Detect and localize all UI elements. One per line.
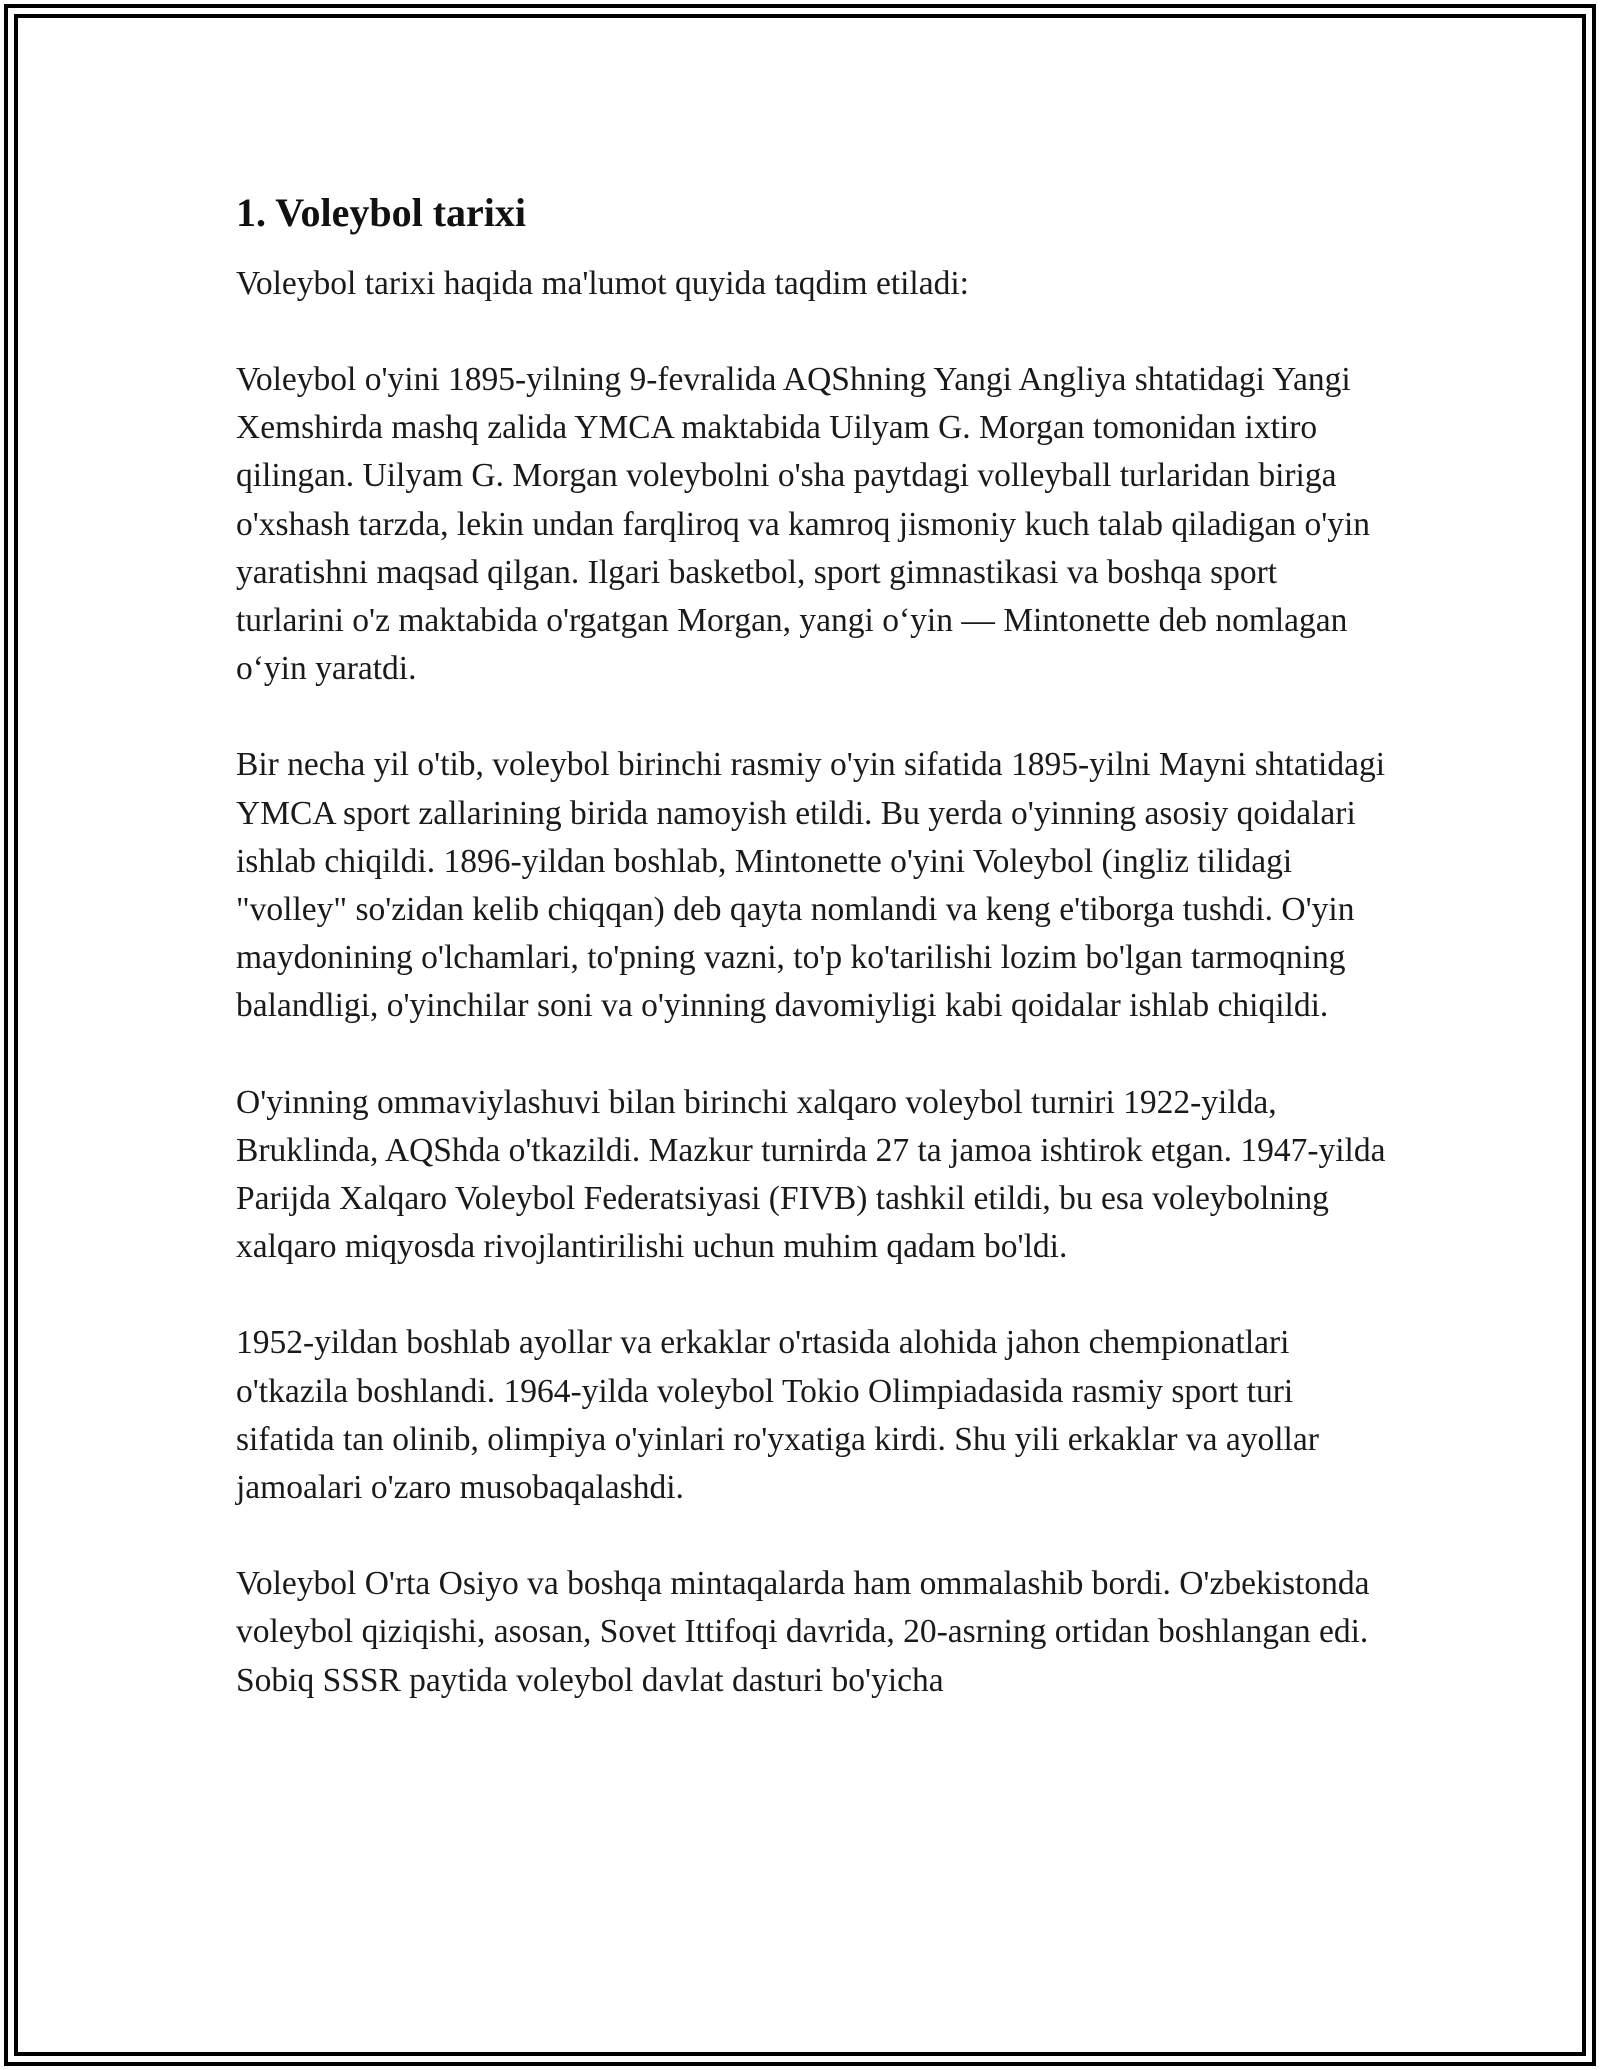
paragraph-olympics: 1952-yildan boshlab ayollar va erkaklar o'rtasida alohida jahon chempionatlari o'tkazila boshlandi. 1964-yilda voleybol Tokio Olimpiadasida rasmiy sport turi sifatida tan olinib, olimpiya o'yinlari ro'yxatiga kirdi. Shu yili erkaklar va ayollar jamoalari o'zaro musobaqalashdi. bbox=[236, 1324, 1319, 1507]
paragraph-central-asia: Voleybol O'rta Osiyo va boshqa mintaqalarda ham ommalashib bordi. O'zbekistonda voleybol qiziqishi, asosan, Sovet Ittifoqi davrida, 20-asrning ortidan boshlangan edi. Sobiq SSSR paytida voleybol davlat dasturi bo'yicha bbox=[236, 1565, 1370, 1699]
paragraph-invention: Voleybol o'yini 1895-yilning 9-fevralida AQShning Yangi Angliya shtatidagi Yangi Xemshirda mashq zalida YMCA maktabida Uilyam G. Morgan tomonidan ixtiro qilingan. Uilyam G. Morgan voleybolni o'sha paytdagi volleyball turlaridan biriga o'xshash tarzda, lekin undan farqliroq va kamroq jismoniy kuch talab qiladigan o'yin yaratishni maqsad qilgan. Ilgari basketbol, sport gimnastikasi va boshqa sport turlarini o'z maktabida o'rgatgan Morgan, yangi o‘yin — Mintonette deb nomlagan o‘yin yaratdi. bbox=[236, 361, 1371, 688]
document-body bbox=[236, 186, 1386, 1705]
intro-paragraph: Voleybol tarixi haqida ma'lumot quyida taqdim etiladi: bbox=[236, 265, 969, 302]
section-heading: 1. Voleybol tarixi bbox=[236, 190, 527, 235]
paragraph-early-rules: Bir necha yil o'tib, voleybol birinchi rasmiy o'yin sifatida 1895-yilni Mayni shtatidagi YMCA sport zallarining birida namoyish etildi. Bu yerda o'yinning asosiy qoidalari ishlab chiqildi. 1896-yildan boshlab, Mintonette o'yini Voleybol (ingliz tilidagi "volley" so'zidan kelib chiqqan) deb qayta nomlandi va keng e'tiborga tushdi. O'yin maydonining o'lchamlari, to'pning vazni, to'p ko'tarilishi lozim bo'lgan tarmoqning balandligi, o'yinchilar soni va o'yinning davomiyligi kabi qoidalar ishlab chiqildi. bbox=[236, 746, 1386, 1025]
paragraph-international: O'yinning ommaviylashuvi bilan birinchi xalqaro voleybol turniri 1922-yilda, Bruklinda, AQShda o'tkazildi. Mazkur turnirda 27 ta jamoa ishtirok etgan. 1947-yilda Parijda Xalqaro Voleybol Federatsiyasi (FIVB) tashkil etildi, bu esa voleybolning xalqaro miqyosda rivojlantirilishi uchun muhim qadam bo'ldi. bbox=[236, 1083, 1386, 1266]
